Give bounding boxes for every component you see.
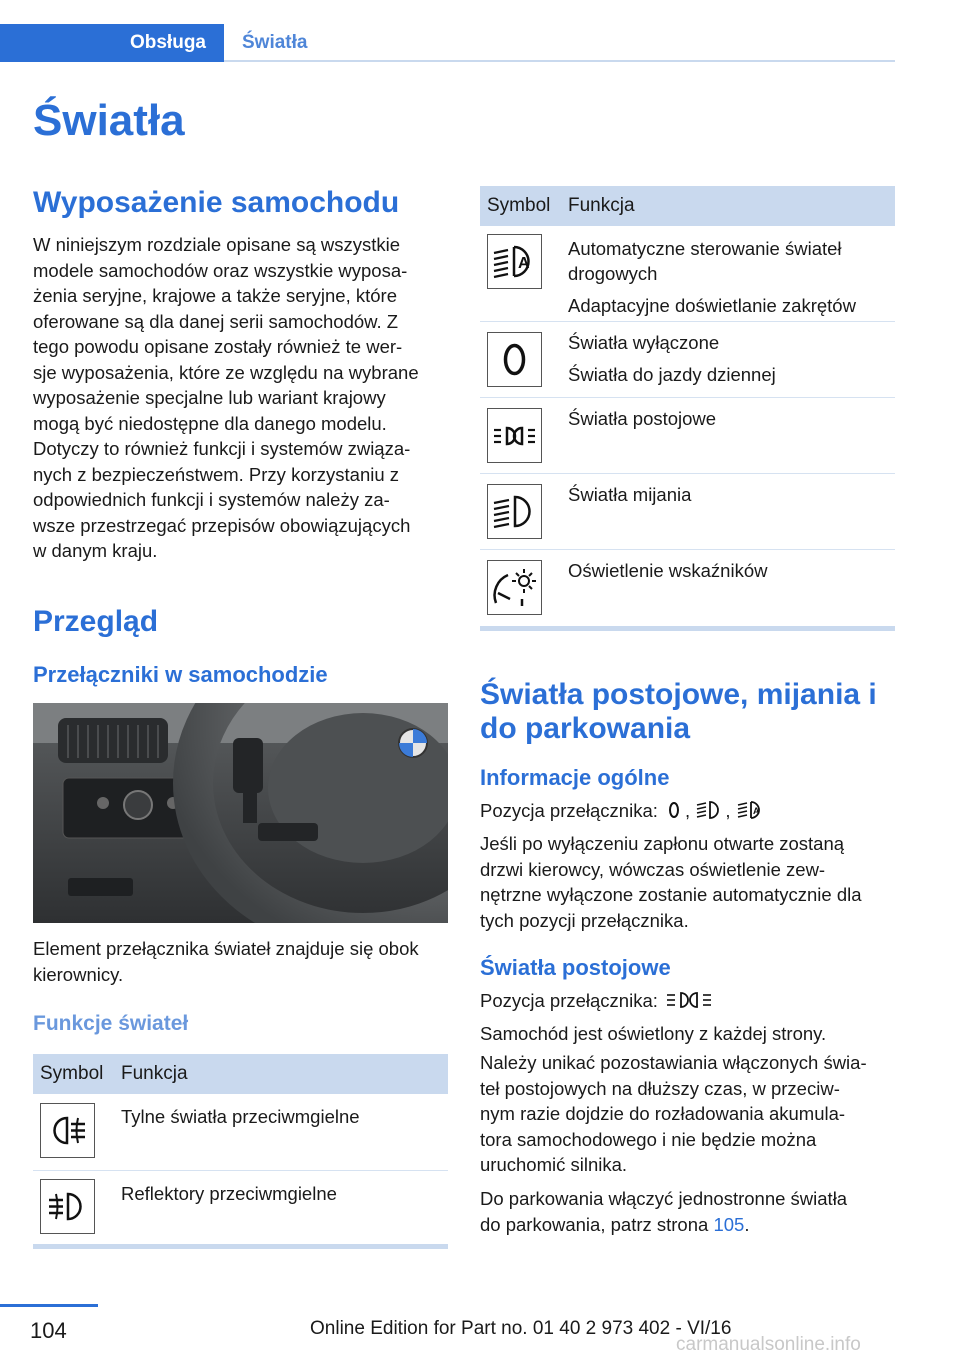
edition-text: Online Edition for Part no. 01 40 2 973 402 - VI/16: [310, 1318, 732, 1339]
auto-headlight-icon: [487, 234, 542, 289]
low-beam-icon: [695, 799, 725, 828]
lights-off-icon: [663, 799, 685, 828]
section-title-equipment: Wyposażenie samochodu: [33, 186, 400, 219]
function-label: Adaptacyjne doświetlanie zakrętów: [568, 295, 856, 316]
low-beam-icon: [487, 484, 542, 539]
function-label: Oświetlenie wskaźników: [568, 560, 768, 581]
function-label: Światła wyłączone: [568, 332, 720, 353]
svg-text:A: A: [752, 806, 760, 816]
table-header: Symbol Funkcja: [33, 1054, 448, 1094]
equipment-paragraph: W niniejszym rozdziale opisane są wszystkie modele samochodów oraz wszystkie wyposa‐ żenia seryjne, krajowe a także seryjne, które oferowane są dla danej serii samochodów. Z tego powodu opisane zostały również te wer‐ sje wyposażenia, które ze względu na wybrane wyposażenie specjalne lub wariant krajowy mogą być niedostępne dla danego modelu. Dotyczy to również funkcji i systemów związa‐ nych z bezpieczeństwem. Przy korzystaniu z odpowiednich funkcji i systemów należy za‐ wsze przestrzegać przepisów obowiązujących w danym kraju.: [33, 234, 419, 561]
lights-off-icon: [487, 332, 542, 387]
table-row: [480, 226, 895, 322]
svg-text:A: A: [518, 255, 530, 272]
subsection-title-switches: Przełączniki w samochodzie: [33, 662, 328, 687]
table-row: [480, 550, 895, 626]
function-label: Światła do jazdy dziennej: [568, 364, 776, 385]
general-paragraph: Jeśli po wyłączeniu zapłonu otwarte zostaną drzwi kierowcy, wówczas oświetlenie zew‐ nętrzne wyłączone zostanie automatycznie dla tych pozycji przełącznika.: [480, 833, 862, 931]
parking-light-icon: [663, 989, 715, 1018]
page-number: 104: [30, 1318, 67, 1343]
parking-switch-position: Pozycja przełącznika:: [480, 988, 900, 1018]
page-title: Światła: [33, 96, 185, 145]
dashboard-illustration: [33, 703, 448, 923]
function-label: Światła mijania: [568, 484, 692, 505]
general-switch-position: Pozycja przełącznika: , , A: [480, 798, 900, 828]
parking-paragraph: Należy unikać pozostawiania włączonych świa‐ teł postojowych na dłuższy czas, w przeciw‐ nym razie dojdzie do rozładowania akumula‐ tora samochodowego i nie będzie można uruchomić silnika.: [480, 1052, 867, 1175]
subsection-title-parking: Światła postojowe: [480, 955, 671, 980]
function-label: Tylne światła przeciwmgielne: [121, 1106, 360, 1127]
table-row: [480, 322, 895, 398]
tab-swiatla[interactable]: Światła: [242, 32, 308, 53]
watermark: carmanualsonline.info: [676, 1334, 861, 1355]
page-link-105[interactable]: 105: [713, 1213, 745, 1235]
section-title-parking-lights: Światła postojowe, mijania i do parkowania: [480, 678, 877, 745]
auto-headlight-icon: [736, 799, 766, 828]
rear-fog-light-icon: [40, 1103, 95, 1158]
subsection-title-general: Informacje ogólne: [480, 765, 670, 790]
parking-light-icon: [487, 408, 542, 463]
table-header: Symbol Funkcja: [480, 186, 895, 226]
instrument-lighting-icon: [487, 560, 542, 615]
front-fog-light-icon: [40, 1179, 95, 1234]
function-label: Reflektory przeciwmgielne: [121, 1183, 337, 1204]
section-title-overview: Przegląd: [33, 605, 159, 638]
parking-line1: Samochód jest oświetlony z każdej strony.: [480, 1023, 827, 1044]
footer-accent-line: [0, 1304, 98, 1307]
tab-obsluga[interactable]: Obsługa: [0, 24, 224, 62]
light-functions-table-right: [480, 186, 895, 631]
dashboard-photo: [33, 703, 448, 923]
subsection-title-functions: Funkcje świateł: [33, 1012, 189, 1035]
table-row: [33, 1171, 448, 1244]
table-row: [480, 398, 895, 474]
top-tab-bar: [0, 24, 895, 62]
function-label: Światła postojowe: [568, 408, 717, 429]
function-label: drogowych: [568, 263, 658, 284]
light-functions-table-left: [33, 1054, 448, 1249]
parking-reference: Do parkowania włączyć jednostronne światła do parkowania, patrz strona 105.: [480, 1188, 848, 1235]
photo-caption: Element przełącznika świateł znajduje się obok kierownicy.: [33, 938, 419, 985]
table-row: [33, 1094, 448, 1171]
function-label: Automatyczne sterowanie świateł: [568, 238, 842, 259]
table-row: [480, 474, 895, 550]
